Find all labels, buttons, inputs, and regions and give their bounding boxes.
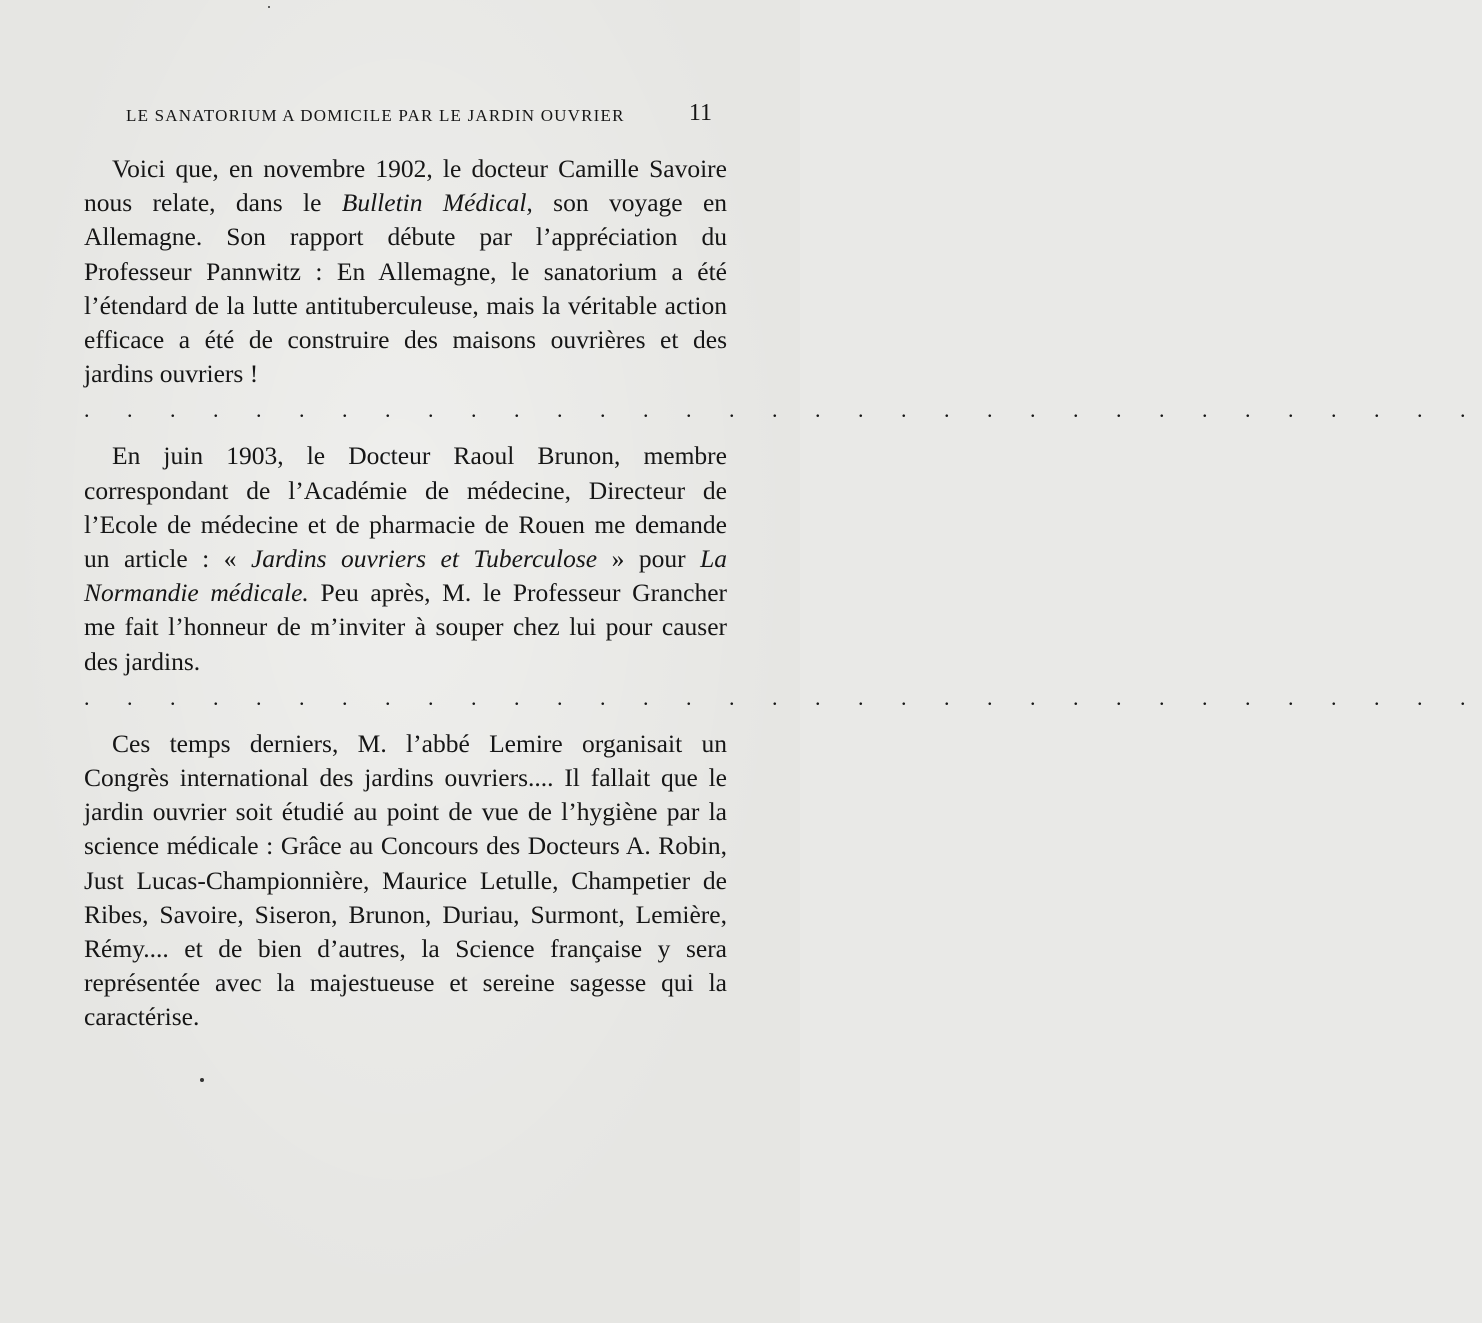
print-speck [268, 6, 270, 8]
body-text [84, 152, 1482, 1035]
paragraph-text: son voyage en Allemagne. Son rapport débute par l’appréciation du Professeur Pannwitz : En Allemagne, le sanatorium a été l’étendard de la lutte antituberculeuse, mais la véritable action efficace a été de construire des maisons ouvrières et des jardins ouvriers ! [84, 188, 728, 389]
journal-title-italic: La Normandie médicale. [84, 544, 727, 608]
paragraph-lemire [84, 727, 727, 1035]
print-speck [200, 1078, 204, 1082]
page-number: 11 [688, 100, 712, 126]
paragraph-text: » pour [597, 544, 701, 574]
running-head: LE SANATORIUM A DOMICILE PAR LE JARDIN OUVRIER [126, 106, 625, 125]
paragraph-text: Peu après, M. le Professeur Grancher me fait l’honneur de m’inviter à souper chez lui pour causer des jardins. [84, 578, 728, 676]
ellipsis-separator: . . . . . . . . . . . . . . . . . . . . . . . . . . . . . . . . . [84, 684, 1482, 710]
journal-title-italic: Bulletin Médical, [341, 188, 533, 218]
paragraph-text: Voici que, en novembre 1902, le docteur Camille Savoire nous relate, dans le [84, 154, 727, 218]
paragraph-text: En juin 1903, le Docteur Raoul Brunon, membre correspondant de l’Académie de médecine, Directeur de l’Ecole de médecine et de pharmacie de Rouen me demande un article : « [84, 441, 727, 574]
article-title-italic: Jardins ouvriers et Tuberculose [250, 544, 598, 574]
paragraph-brunon [84, 439, 727, 678]
page-header [126, 100, 716, 132]
paragraph-savoire [84, 152, 727, 391]
paragraph-text: Ces temps derniers, M. l’abbé Lemire organisait un Congrès international des jardins ouvriers.... Il fallait que le jardin ouvrier soit étudié au point de vue de l’hygiène par la science médicale : Grâce au Concours des Docteurs A. Robin, Just Lucas-Championnière, Maurice Letulle, Champetier de Ribes, Savoire, Siseron, Brunon, Duriau, Surmont, Lemière, Rémy.... et de bien d’autres, la Science française y sera représentée avec la majestueuse et sereine sagesse qui la caractérise. [84, 728, 727, 1032]
ellipsis-separator: . . . . . . . . . . . . . . . . . . . . . . . . . . . . . . . . . [84, 397, 1482, 423]
